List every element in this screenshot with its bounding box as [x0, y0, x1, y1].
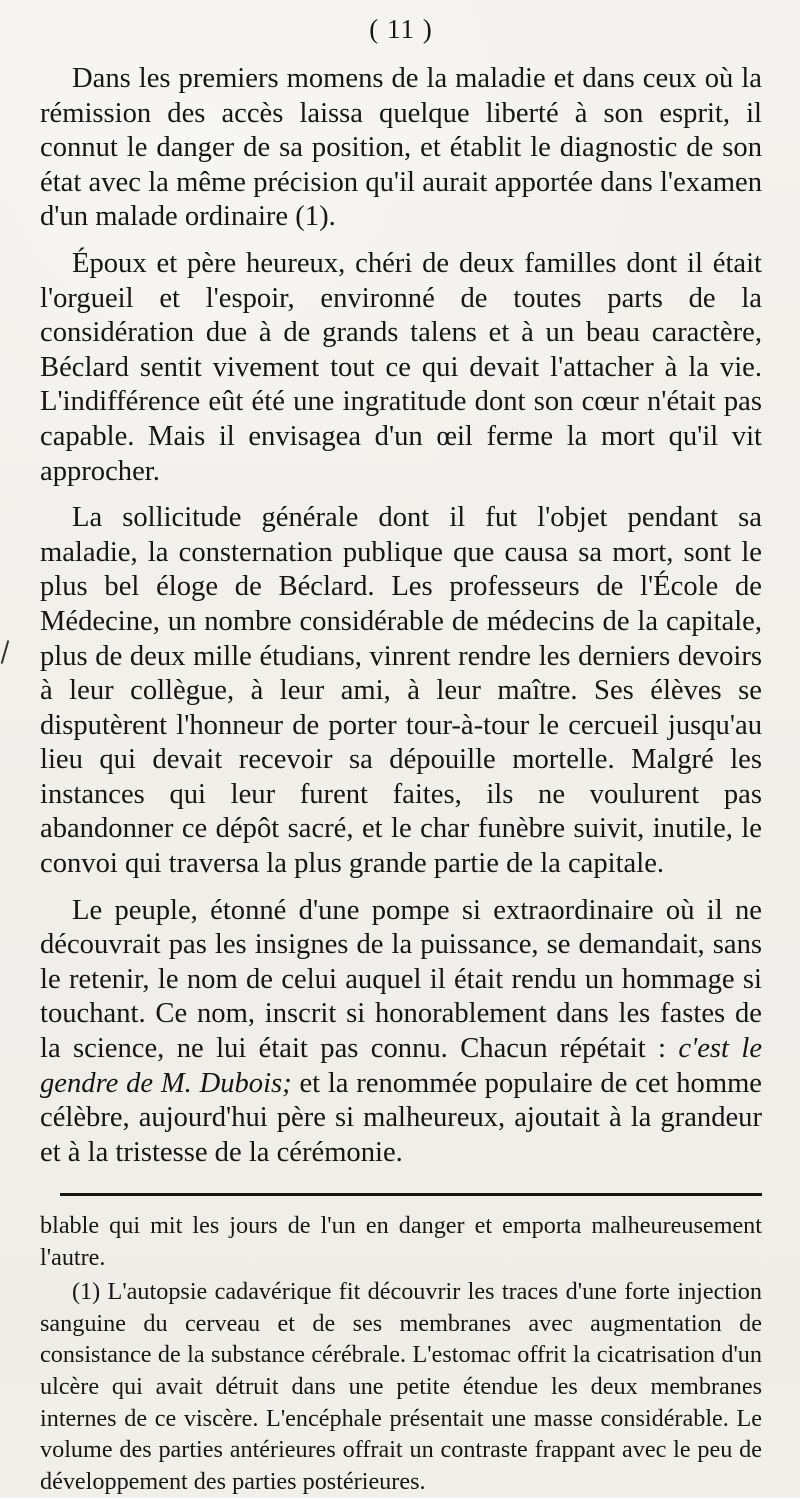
paragraph-family: Époux et père heureux, chéri de deux familles dont il était l'orgueil et l'espoir, environné de toutes parts de la considération due à de grands talens et à un beau caractère, Béclard sentit vivement tout ce qui devait l'attacher à la vie. L'indifférence eût été une ingratitude dont son cœur n'était pas capable. Mais il envisagea d'un œil ferme la mort qu'il vit approcher.: [40, 247, 762, 487]
paragraph-diagnosis: Dans les premiers momens de la maladie et dans ceux où la rémission des accès laissa quelque liberté à son esprit, il connut le danger de sa position, et établit le diagnostic de son état avec la même précision qu'il aurait apportée dans l'examen d'un malade ordinaire (1).: [40, 63, 762, 233]
paragraph-funeral: La sollicitude générale dont il fut l'objet pendant sa maladie, la consternation publique que causa sa mort, sont le plus bel éloge de Béclard. Les professeurs de l'École de Médecine, un nombre considérable de médecins de la capitale, plus de deux mille étudians, vinrent rendre les derniers devoirs à leur collègue, à leur ami, à leur maître. Ses élèves se disputèrent l'honneur de porter tour-à-tour le cercueil jusqu'au lieu qui devait recevoir sa dépouille mortelle. Malgré les instances qui leur furent faites, ils ne voulurent pas abandonner ce dépôt sacré, et le char funèbre suivit, inutile, le convoi qui traversa la plus grande partie de la capitale.: [40, 502, 762, 880]
footnotes-section: [40, 1210, 762, 1497]
paragraph-people-before: Le peuple, étonné d'une pompe si extraordinaire où il ne découvrait pas les insignes de la puissance, se demandait, sans le retenir, le nom de celui auquel il était rendu un hommage si touchant. Ce nom, inscrit si honorablement dans les fastes de la science, ne lui était pas connu. Chacun répétait :: [40, 894, 762, 1065]
margin-mark: [1, 640, 10, 664]
main-text: [40, 62, 762, 1170]
footnote-continuation: blable qui mit les jours de l'un en danger et emporta malheureusement l'autre.: [40, 1212, 762, 1272]
paragraph-people-italic: c'est le gendre de M. Dubois;: [40, 1033, 763, 1099]
page-number: ( 11 ): [369, 14, 433, 44]
footnote-divider: [60, 1193, 762, 1196]
paragraph-people: [40, 894, 762, 1171]
paragraph-people-after: et la renommée populaire de cet homme célèbre, aujourd'hui père si malheureux, ajoutait à la grandeur et à la tristesse de la cérémonie.: [40, 1067, 763, 1168]
footnote-1: (1) L'autopsie cadavérique fit découvrir les traces d'une forte injection sanguine du cerveau et de ses membranes avec augmentation de consistance de la substance cérébrale. L'estomac offrit la cicatrisation d'un ulcère qui avait détruit dans une petite étendue les deux membranes internes de ce viscère. L'encéphale présentait une masse considérable. Le volume des parties antérieures offrait un contraste frappant avec le peu de développement des parties postérieures.: [40, 1277, 762, 1496]
